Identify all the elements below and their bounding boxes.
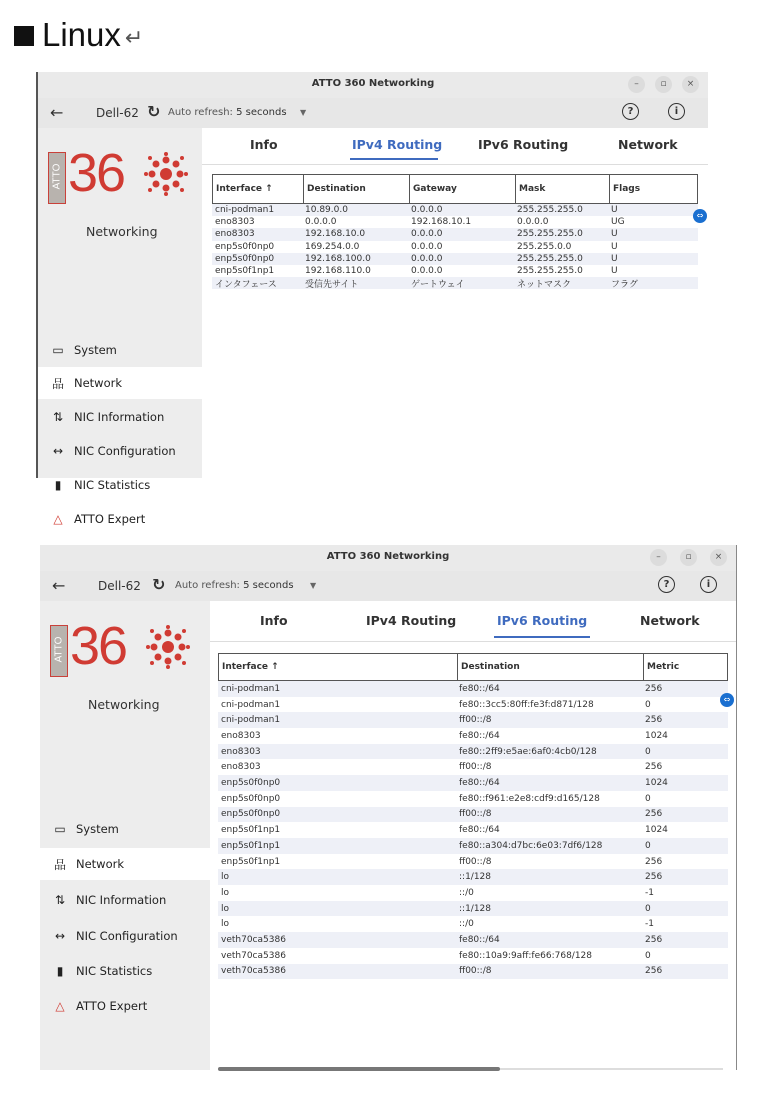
- table-cell: 169.254.0.0: [305, 241, 360, 252]
- table-row[interactable]: [218, 838, 728, 854]
- back-arrow-icon[interactable]: ←: [52, 576, 66, 595]
- nic-info-icon: ⇅: [52, 410, 64, 424]
- main-panel: [202, 128, 708, 478]
- section-heading: [14, 10, 143, 60]
- horizontal-scrollbar[interactable]: [218, 1067, 500, 1071]
- logo-text: ATTO: [51, 163, 63, 190]
- table-cell: cni-podman1: [221, 699, 281, 710]
- close-button[interactable]: ×: [710, 549, 727, 566]
- table-cell: eno8303: [221, 746, 261, 757]
- refresh-icon[interactable]: ↻: [147, 102, 161, 121]
- sidebar-item-nic-information[interactable]: [40, 884, 210, 916]
- active-tab-indicator: [350, 158, 438, 160]
- table-cell: fe80::2ff9:e5ae:6af0:4cb0/128: [459, 746, 597, 757]
- table-cell: 256: [645, 683, 663, 694]
- tab-info[interactable]: Info: [260, 613, 288, 628]
- logo-text: ATTO: [53, 636, 65, 663]
- table-cell: 1024: [645, 825, 668, 836]
- warning-icon: △: [53, 512, 63, 526]
- table-cell: ff00::/8: [459, 856, 492, 867]
- sidebar-item-nic-configuration[interactable]: [38, 435, 202, 467]
- table-cell: 255.255.0.0: [517, 241, 572, 252]
- square-bullet-icon: [14, 26, 34, 46]
- atto-360-logo: [48, 143, 198, 218]
- teamviewer-icon[interactable]: ⇔: [720, 693, 734, 707]
- table-row[interactable]: [218, 932, 728, 948]
- chevron-down-icon[interactable]: ▼: [300, 108, 307, 117]
- atto-360-logo: [50, 616, 200, 691]
- table-row[interactable]: [218, 728, 728, 744]
- table-cell: fe80::a304:d7bc:6e03:7df6/128: [459, 840, 603, 851]
- info-icon[interactable]: i: [700, 576, 717, 593]
- table-cell: enp5s0f0np0: [221, 809, 281, 820]
- toolbar: [40, 571, 736, 601]
- table-row[interactable]: [212, 216, 698, 228]
- table-cell: 192.168.10.0: [305, 229, 366, 240]
- heading-text: Linux: [42, 16, 121, 53]
- sidebar-item-label: NIC Configuration: [74, 444, 176, 458]
- table-cell: veth70ca5386: [221, 935, 286, 946]
- sidebar: [40, 601, 210, 1070]
- host-name: Dell-62: [96, 106, 139, 120]
- column-header[interactable]: Mask: [515, 175, 613, 203]
- table-cell: fe80::10a9:9aff:fe66:768/128: [459, 950, 593, 961]
- sidebar-item-label: Network: [74, 376, 123, 390]
- table-cell: enp5s0f1np1: [221, 825, 281, 836]
- auto-refresh-label: Auto refresh:: [168, 107, 233, 118]
- table-cell: 0: [645, 746, 651, 757]
- atto-box: [48, 152, 66, 204]
- table-row[interactable]: [212, 265, 698, 277]
- table-cell: -1: [645, 919, 654, 930]
- table-row[interactable]: [218, 964, 728, 980]
- teamviewer-icon[interactable]: ⇔: [693, 209, 707, 223]
- auto-refresh-value: 5 seconds: [243, 580, 294, 591]
- column-header[interactable]: Metric: [643, 654, 733, 680]
- network-icon: 品: [51, 376, 64, 391]
- table-cell: 256: [645, 715, 663, 726]
- table-cell: enp5s0f0np0: [215, 253, 275, 264]
- sidebar-item-system[interactable]: [38, 334, 202, 366]
- logo-number: 36: [70, 616, 127, 676]
- table-cell: enp5s0f0np0: [215, 241, 275, 252]
- atto-box: [50, 625, 68, 677]
- back-arrow-icon[interactable]: ←: [50, 103, 64, 122]
- table-cell: 256: [645, 856, 663, 867]
- tab-network[interactable]: Network: [618, 137, 678, 152]
- refresh-icon[interactable]: ↻: [152, 575, 166, 594]
- table-cell: cni-podman1: [221, 715, 281, 726]
- table-cell: cni-podman1: [221, 683, 281, 694]
- app-window-ipv4: [36, 72, 708, 526]
- main-panel: [210, 601, 736, 1070]
- table-cell: lo: [221, 903, 230, 914]
- table-cell: eno8303: [221, 730, 261, 741]
- table-cell: 255.255.255.0: [517, 229, 583, 240]
- table-cell: 0.0.0.0: [411, 253, 443, 264]
- sidebar-item-network[interactable]: [40, 848, 210, 880]
- table-cell: U: [611, 205, 618, 216]
- tab-ipv6-routing[interactable]: IPv6 Routing: [478, 137, 569, 152]
- table-cell: lo: [221, 872, 230, 883]
- table-cell: ネットマスク: [517, 279, 572, 290]
- logo-dots-icon: [144, 152, 188, 196]
- active-tab-indicator: [494, 636, 590, 638]
- table-header: [212, 174, 698, 204]
- table-row[interactable]: [212, 241, 698, 253]
- monitor-icon: ▭: [54, 822, 66, 836]
- table-cell: fe80::/64: [459, 778, 500, 789]
- minimize-button[interactable]: –: [628, 76, 645, 93]
- auto-refresh[interactable]: [175, 580, 294, 591]
- return-mark-icon: ↵: [124, 25, 144, 50]
- column-header[interactable]: Interface ↑: [216, 184, 273, 194]
- sidebar-item-network[interactable]: [38, 367, 202, 399]
- table-cell: 255.255.255.0: [517, 253, 583, 264]
- table-cell: 192.168.100.0: [305, 253, 371, 264]
- table-cell: 192.168.110.0: [305, 266, 371, 277]
- table-row[interactable]: [218, 948, 728, 964]
- table-cell: enp5s0f1np1: [221, 856, 281, 867]
- table-cell: 0.0.0.0: [411, 205, 443, 216]
- table-cell: 256: [645, 966, 663, 977]
- table-cell: ff00::/8: [459, 715, 492, 726]
- arrows-icon: ↔: [54, 929, 66, 943]
- nic-info-icon: ⇅: [54, 893, 66, 907]
- table-cell: 0: [645, 793, 651, 804]
- table-cell: U: [611, 253, 618, 264]
- table-row[interactable]: [218, 681, 728, 697]
- table-cell: lo: [221, 887, 230, 898]
- tab-network[interactable]: Network: [640, 613, 700, 628]
- arrows-icon: ↔: [52, 444, 64, 458]
- monitor-icon: ▭: [52, 343, 64, 357]
- table-cell: UG: [611, 217, 625, 228]
- chevron-down-icon[interactable]: ▼: [310, 581, 317, 590]
- sidebar-item-atto-expert[interactable]: [38, 503, 202, 535]
- minimize-button[interactable]: –: [650, 549, 667, 566]
- sidebar-item-label: Network: [76, 857, 125, 871]
- table-cell: fe80::/64: [459, 825, 500, 836]
- sidebar-item-label: NIC Statistics: [76, 964, 153, 978]
- table-row[interactable]: [218, 901, 728, 917]
- sidebar-item-label: NIC Statistics: [74, 478, 151, 492]
- logo-subtitle: Networking: [86, 224, 158, 239]
- bar-chart-icon: ▮: [56, 964, 64, 978]
- title-bar: [40, 545, 736, 571]
- sidebar-item-label: ATTO Expert: [76, 999, 148, 1013]
- table-row[interactable]: [218, 744, 728, 760]
- sidebar-item-system[interactable]: [40, 813, 210, 845]
- table-cell: 1024: [645, 778, 668, 789]
- sidebar-item-label: NIC Configuration: [76, 929, 178, 943]
- table-cell: ::/0: [459, 919, 474, 930]
- table-cell: cni-podman1: [215, 205, 275, 216]
- table-header: [218, 653, 728, 681]
- sidebar-item-label: System: [76, 822, 119, 836]
- table-cell: enp5s0f0np0: [221, 793, 281, 804]
- table-cell: ff00::/8: [459, 762, 492, 773]
- table-cell: fe80::3cc5:80ff:fe3f:d871/128: [459, 699, 594, 710]
- table-cell: 0.0.0.0: [517, 217, 549, 228]
- column-header[interactable]: Gateway: [409, 175, 519, 203]
- table-row[interactable]: [218, 917, 728, 933]
- table-row[interactable]: [212, 277, 698, 289]
- sidebar-item-nic-statistics[interactable]: [40, 955, 210, 987]
- title-bar: [38, 72, 708, 98]
- table-cell: enp5s0f1np1: [221, 840, 281, 851]
- table-row[interactable]: [212, 204, 698, 216]
- window-title: ATTO 360 Networking: [326, 551, 450, 562]
- table-cell: enp5s0f0np0: [221, 778, 281, 789]
- column-header[interactable]: Destination: [457, 654, 647, 680]
- table-row[interactable]: [218, 885, 728, 901]
- auto-refresh-value: 5 seconds: [236, 107, 287, 118]
- sidebar-item-label: System: [74, 343, 117, 357]
- sidebar-item-label: NIC Information: [76, 893, 167, 907]
- table-cell: 256: [645, 872, 663, 883]
- table-cell: 0: [645, 699, 651, 710]
- network-icon: 品: [53, 857, 66, 872]
- table-cell: U: [611, 266, 618, 277]
- logo-subtitle: Networking: [88, 697, 160, 712]
- table-row[interactable]: [218, 760, 728, 776]
- table-cell: 256: [645, 935, 663, 946]
- table-row[interactable]: [218, 712, 728, 728]
- table-cell: ゲートウェイ: [411, 279, 465, 290]
- host-name: Dell-62: [98, 579, 141, 593]
- table-cell: ff00::/8: [459, 966, 492, 977]
- table-row[interactable]: [212, 253, 698, 265]
- table-cell: フラグ: [611, 279, 639, 290]
- table-row[interactable]: [218, 697, 728, 713]
- table-row[interactable]: [218, 854, 728, 870]
- table-cell: 256: [645, 809, 663, 820]
- table-cell: 0: [645, 903, 651, 914]
- table-cell: veth70ca5386: [221, 950, 286, 961]
- table-cell: 0: [645, 950, 651, 961]
- table-cell: eno8303: [215, 229, 255, 240]
- help-icon[interactable]: ?: [658, 576, 675, 593]
- tab-ipv6-routing[interactable]: IPv6 Routing: [497, 613, 588, 628]
- table-row[interactable]: [218, 775, 728, 791]
- tab-ipv4-routing[interactable]: IPv4 Routing: [352, 137, 443, 152]
- table-row[interactable]: [218, 807, 728, 823]
- table-cell: eno8303: [221, 762, 261, 773]
- maximize-button[interactable]: ▫: [680, 549, 697, 566]
- sidebar-item-nic-configuration[interactable]: [40, 920, 210, 952]
- bar-chart-icon: ▮: [54, 478, 62, 492]
- table-cell: U: [611, 241, 618, 252]
- table-cell: 0.0.0.0: [411, 241, 443, 252]
- auto-refresh-label: Auto refresh:: [175, 580, 240, 591]
- table-cell: インタフェース: [215, 279, 277, 290]
- table-cell: veth70ca5386: [221, 966, 286, 977]
- tab-ipv4-routing[interactable]: IPv4 Routing: [366, 613, 457, 628]
- table-cell: fe80::f961:e2e8:cdf9:d165/128: [459, 793, 600, 804]
- close-button[interactable]: ×: [682, 76, 699, 93]
- table-cell: 0: [645, 840, 651, 851]
- help-icon[interactable]: ?: [622, 103, 639, 120]
- sidebar: [38, 128, 202, 526]
- table-cell: 0.0.0.0: [411, 229, 443, 240]
- app-window-ipv6: [40, 545, 737, 1070]
- column-header[interactable]: Interface ↑: [222, 662, 279, 672]
- table-cell: fe80::/64: [459, 683, 500, 694]
- table-cell: 0.0.0.0: [411, 266, 443, 277]
- table-row[interactable]: [218, 791, 728, 807]
- sidebar-item-label: NIC Information: [74, 410, 165, 424]
- table-cell: ::/0: [459, 887, 474, 898]
- table-cell: fe80::/64: [459, 935, 500, 946]
- sidebar-item-nic-statistics[interactable]: [38, 469, 202, 501]
- sidebar-item-atto-expert[interactable]: [40, 990, 210, 1022]
- table-row[interactable]: [218, 869, 728, 885]
- warning-icon: △: [55, 999, 65, 1013]
- table-cell: enp5s0f1np1: [215, 266, 275, 277]
- tab-info[interactable]: Info: [250, 137, 278, 152]
- sidebar-item-label: ATTO Expert: [74, 512, 146, 526]
- tab-bar: [202, 128, 708, 165]
- table-cell: 256: [645, 762, 663, 773]
- window-title: ATTO 360 Networking: [311, 78, 435, 89]
- table-row[interactable]: [218, 822, 728, 838]
- table-cell: fe80::/64: [459, 730, 500, 741]
- logo-dots-icon: [146, 625, 190, 669]
- table-cell: eno8303: [215, 217, 255, 228]
- table-cell: 0.0.0.0: [305, 217, 337, 228]
- table-cell: -1: [645, 887, 654, 898]
- auto-refresh[interactable]: [168, 107, 287, 118]
- table-cell: 192.168.10.1: [411, 217, 472, 228]
- table-cell: 255.255.255.0: [517, 205, 583, 216]
- table-cell: U: [611, 229, 618, 240]
- logo-number: 36: [68, 143, 125, 203]
- info-icon[interactable]: i: [668, 103, 685, 120]
- table-cell: 10.89.0.0: [305, 205, 348, 216]
- table-cell: 255.255.255.0: [517, 266, 583, 277]
- table-cell: 1024: [645, 730, 668, 741]
- table-cell: ::1/128: [459, 872, 492, 883]
- table-cell: lo: [221, 919, 230, 930]
- toolbar: [38, 98, 708, 128]
- table-cell: ff00::/8: [459, 809, 492, 820]
- tab-bar: [210, 601, 736, 642]
- column-header[interactable]: Destination: [303, 175, 413, 203]
- table-cell: ::1/128: [459, 903, 492, 914]
- column-header[interactable]: Flags: [609, 175, 703, 203]
- sidebar-item-nic-information[interactable]: [38, 401, 202, 433]
- maximize-button[interactable]: ▫: [655, 76, 672, 93]
- table-row[interactable]: [212, 228, 698, 240]
- table-cell: 受信先サイト: [305, 279, 359, 290]
